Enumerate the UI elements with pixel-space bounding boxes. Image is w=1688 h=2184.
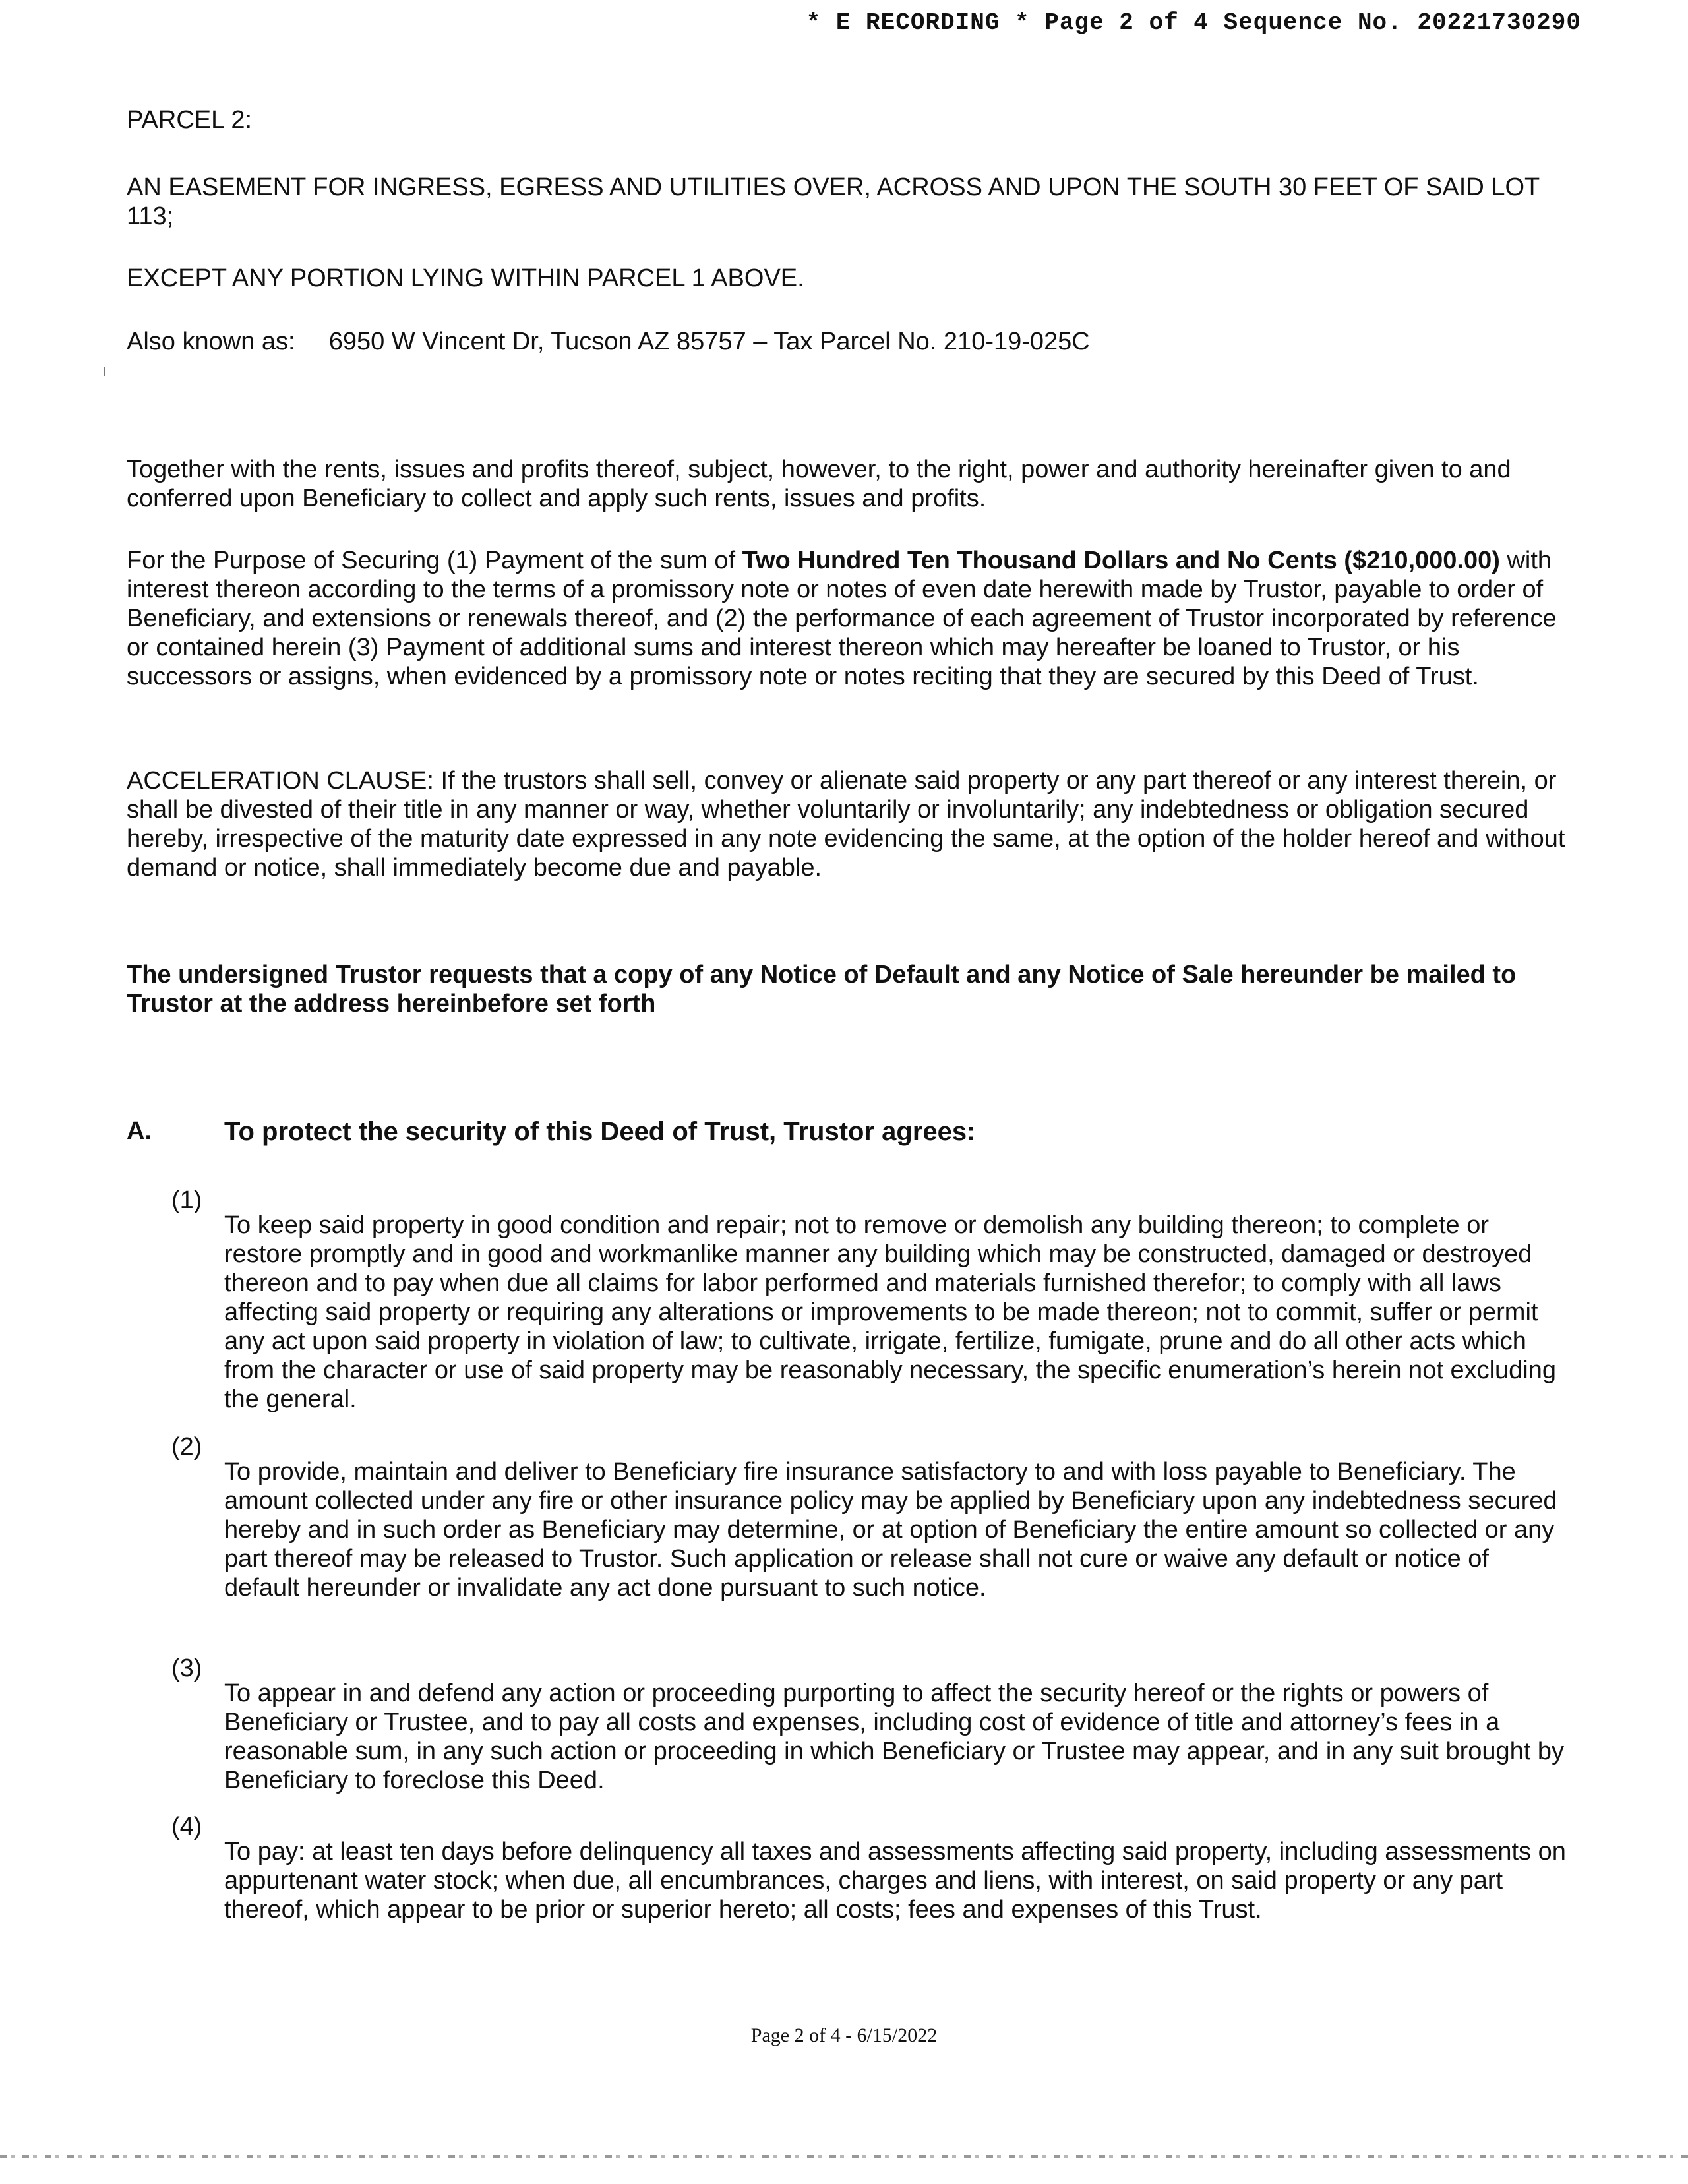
rents-paragraph: Together with the rents, issues and profits thereof, subject, however, to the right, power and authority hereinafter given to and conferred upon Beneficiary to collect and apply such rents, issues and profits.: [127, 456, 1511, 512]
aka-label: Also known as:: [127, 328, 295, 355]
item-1-number: (1): [171, 1186, 202, 1214]
item-3-text: To appear in and defend any action or proceeding purporting to affect the security hereof or the rights or powers of Beneficiary or Trustee, and to pay all costs and expenses, including cost of evidence of title and attorney’s fees in a reasonable sum, in any such action or proceeding in which Beneficiary or Trustee may appear, and in any suit brought by Beneficiary to foreclose this Deed.: [224, 1680, 1565, 1794]
section-a-title: To protect the security of this Deed of Trust, Trustor agrees:: [224, 1117, 976, 1146]
easement-text: AN EASEMENT FOR INGRESS, EGRESS AND UTILITIES OVER, ACROSS AND UPON THE SOUTH 30 FEET OF SAID LOT 113;: [127, 173, 1540, 230]
section-a-letter: A.: [127, 1117, 152, 1145]
item-4-text: To pay: at least ten days before delinquency all taxes and assessments affecting said property, including assessments on appurtenant water stock; when due, all encumbrances, charges and liens, with interest, on said property or any part thereof, which appear to be prior or superior hereto; all costs; fees and expenses of this Trust.: [224, 1838, 1566, 1924]
also-known-as: [127, 327, 1090, 356]
item-2-text: To provide, maintain and deliver to Beneficiary fire insurance satisfactory to and with loss payable to Beneficiary. The amount collected under any fire or other insurance policy may be applied by Beneficiary upon any indebtedness secured hereby and in such order as Beneficiary may determine, or at option of Beneficiary the entire amount so collected or any part thereof may be released to Trustor. Such application or release shall not cure or waive any default or notice of default hereunder or invalidate any act done pursuant to such notice.: [224, 1458, 1557, 1602]
parcel-heading: PARCEL 2:: [127, 106, 253, 134]
item-3-number: (3): [171, 1654, 202, 1682]
exception-text: EXCEPT ANY PORTION LYING WITHIN PARCEL 1 ABOVE.: [127, 264, 804, 292]
item-2-number: (2): [171, 1433, 202, 1461]
loan-amount: Two Hundred Ten Thousand Dollars and No Cents ($210,000.00): [742, 547, 1500, 574]
scan-edge-line: [0, 2155, 1688, 2158]
scan-mark: [104, 367, 106, 376]
purpose-rest: with interest thereon according to the terms of a promissory note or notes of even date herewith made by Trustor, payable to order of Beneficiary, and extensions or renewals thereof, and (2) the performance of each agreement of Trustor incorporated by reference or contained herein (3) Payment of additional sums and interest thereon which may hereafter be loaned to Trustor, or his successors or assigns, when evidenced by a promissory note or notes reciting that they are secured by this Deed of Trust.: [127, 547, 1557, 690]
page-footer: Page 2 of 4 - 6/15/2022: [750, 2024, 938, 2046]
acceleration-clause: ACCELERATION CLAUSE: If the trustors shall sell, convey or alienate said property or any part thereof or any interest therein, or shall be divested of their title in any manner or way, whether voluntarily or involuntarily; any indebtedness or obligation secured hereby, irrespective of the maturity date expressed in any note evidencing the same, at the option of the holder hereof and without demand or notice, shall immediately become due and payable.: [127, 767, 1565, 882]
item-1-text: To keep said property in good condition and repair; not to remove or demolish any building thereon; to complete or restore promptly and in good and workmanlike manner any building which may be constructed, damaged or destroyed thereon and to pay when due all claims for labor performed and materials furnished therefor; to comply with all laws affecting said property or requiring any alterations or improvements to be made thereon; not to commit, suffer or permit any act upon said property in violation of law; to cultivate, irrigate, fertilize, fumigate, prune and do all other acts which from the character or use of said property may be reasonably necessary, the specific enumeration’s herein not excluding the general.: [224, 1211, 1556, 1413]
item-4-number: (4): [171, 1813, 202, 1840]
property-address: 6950 W Vincent Dr, Tucson AZ 85757 – Tax Parcel No. 210-19-025C: [328, 328, 1090, 355]
recording-header: * E RECORDING * Page 2 of 4 Sequence No. 20221730290: [806, 9, 1581, 36]
purpose-intro: For the Purpose of Securing (1) Payment of the sum of: [127, 547, 742, 574]
purpose-paragraph: [127, 546, 1577, 691]
notice-request: The undersigned Trustor requests that a copy of any Notice of Default and any Notice of Sale hereunder be mailed to Trustor at the address hereinbefore set forth: [127, 961, 1517, 1017]
